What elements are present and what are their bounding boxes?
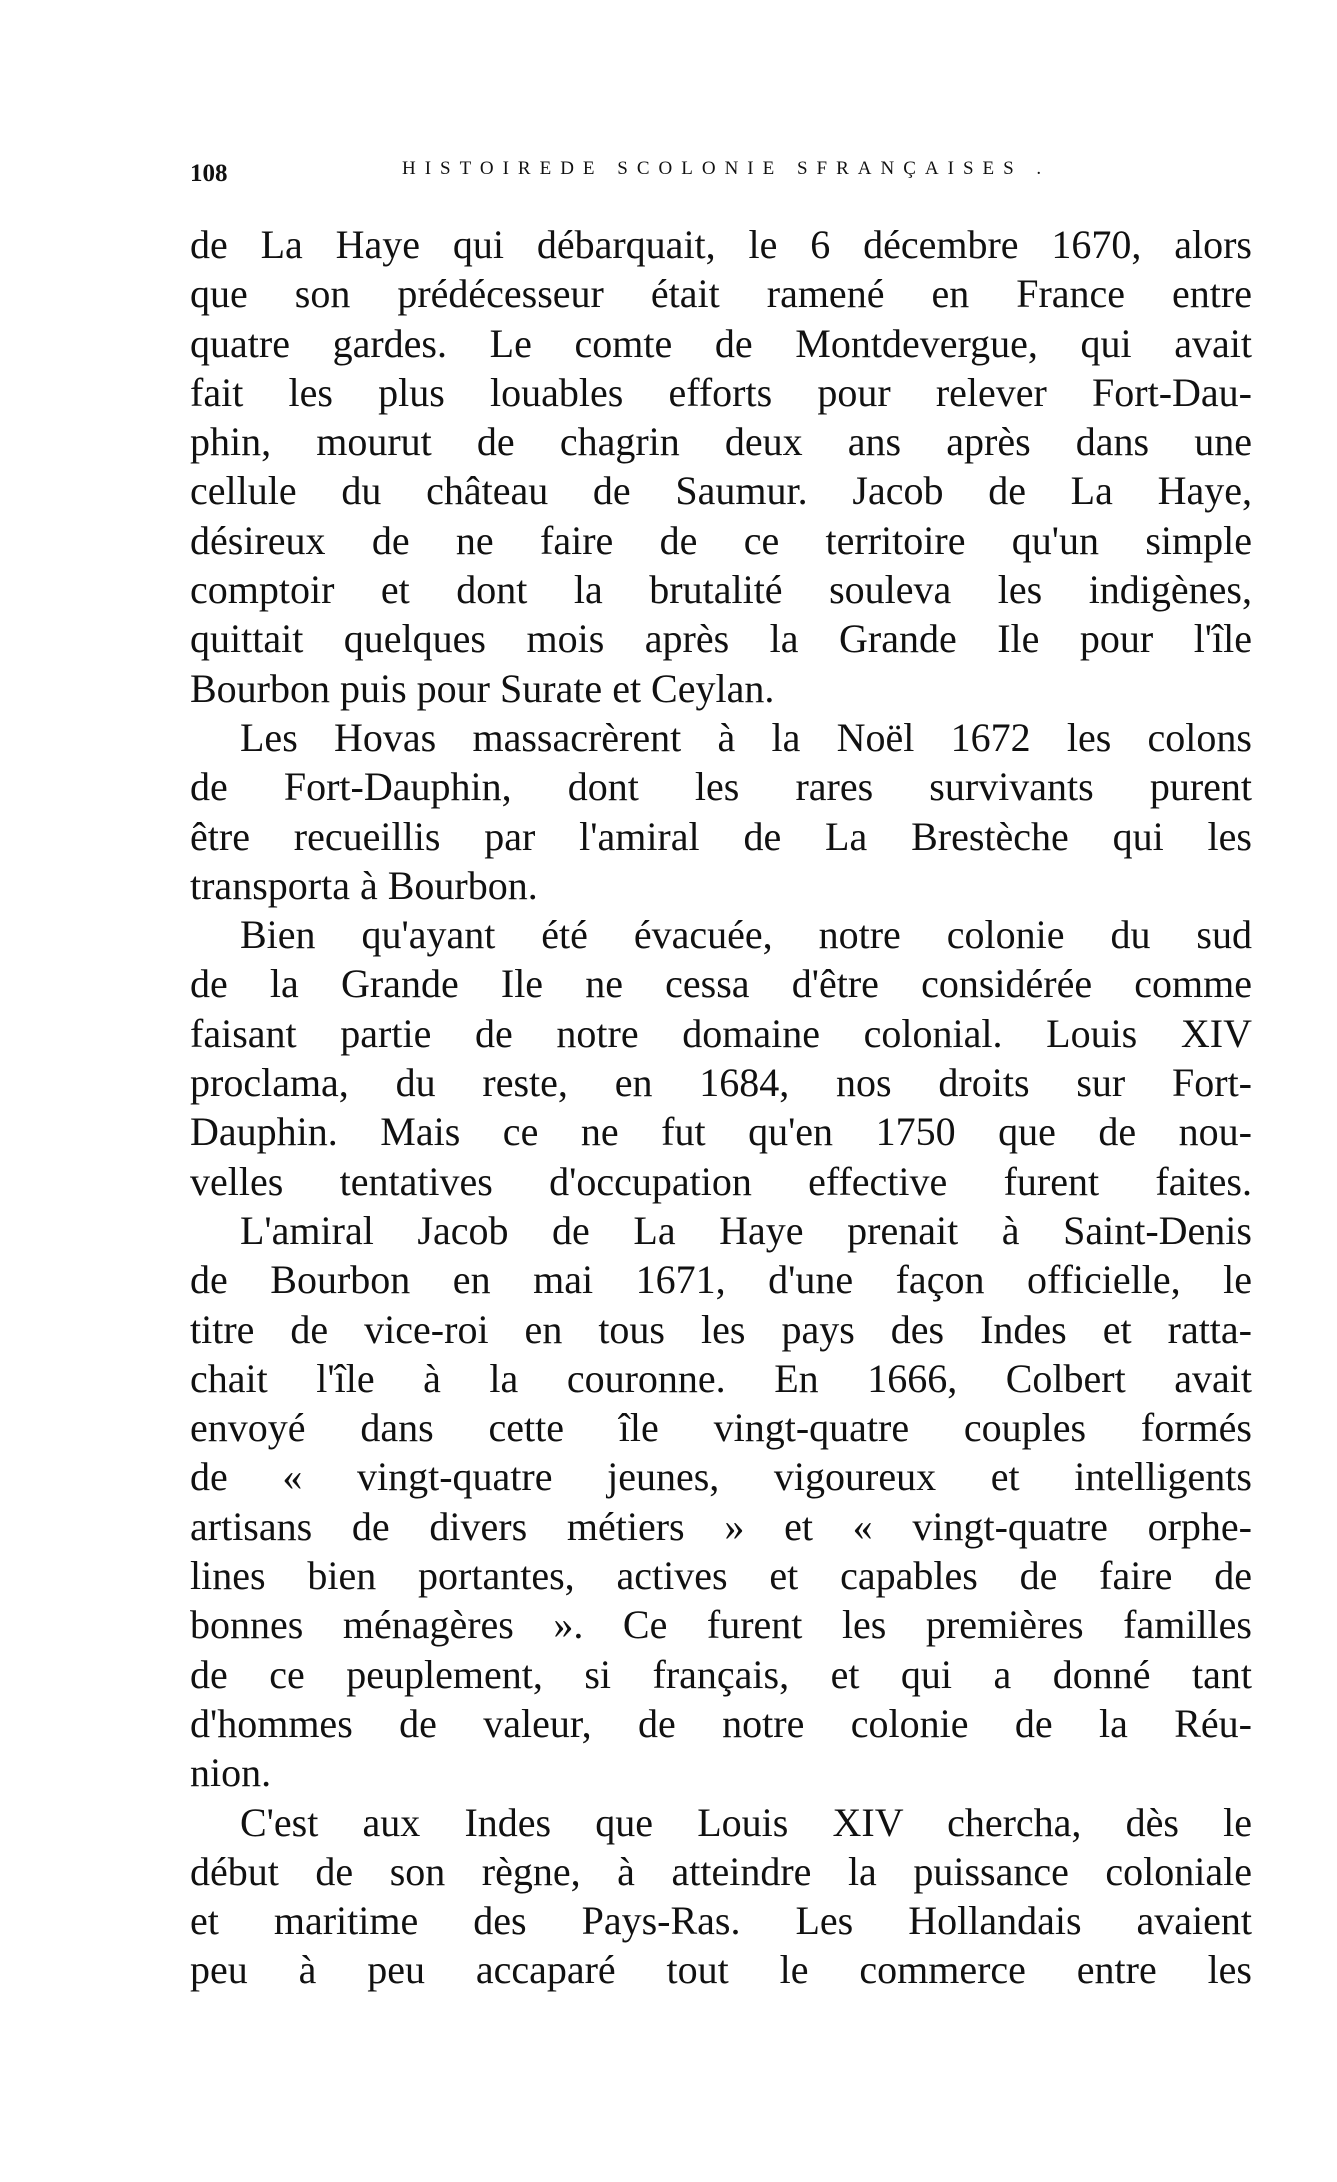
body-text <box>190 220 1252 1995</box>
text-line: quittait quelques mois après la Grande Ile pour l'île <box>190 616 1252 662</box>
page-number: 108 <box>190 160 228 187</box>
text-line: de Fort-Dauphin, dont les rares survivants purent <box>190 764 1252 810</box>
text-line: proclama, du reste, en 1684, nos droits sur Fort- <box>190 1060 1252 1106</box>
text-line: bonnes ménagères ». Ce furent les premières familles <box>190 1602 1252 1648</box>
text-line: comptoir et dont la brutalité souleva les indigènes, <box>190 567 1252 613</box>
text-line: phin, mourut de chagrin deux ans après dans une <box>190 419 1252 465</box>
text-line: être recueillis par l'amiral de La Brestèche qui les <box>190 813 1252 859</box>
text-line: quatre gardes. Le comte de Montdevergue, qui avait <box>190 320 1252 366</box>
text-line: Les Hovas massacrèrent à la Noël 1672 les colons <box>240 714 1252 760</box>
text-line: et maritime des Pays-Ras. Les Hollandais avaient <box>190 1898 1252 1944</box>
text-line: de Bourbon en mai 1671, d'une façon officielle, le <box>190 1257 1252 1303</box>
book-page <box>190 158 1252 1995</box>
paragraph <box>190 910 1252 1206</box>
text-line: Bourbon puis pour Surate et Ceylan. <box>190 665 775 711</box>
text-line: nion. <box>190 1750 272 1796</box>
text-line: peu à peu accaparé tout le commerce entre les <box>190 1947 1252 1993</box>
text-line: de la Grande Ile ne cessa d'être considérée comme <box>190 961 1252 1007</box>
text-line: lines bien portantes, actives et capables de faire de <box>190 1553 1252 1599</box>
text-line: de « vingt-quatre jeunes, vigoureux et intelligents <box>190 1454 1252 1500</box>
text-line: cellule du château de Saumur. Jacob de La Haye, <box>190 468 1252 514</box>
text-line: début de son règne, à atteindre la puissance coloniale <box>190 1848 1252 1894</box>
text-line: velles tentatives d'occupation effective furent faites. <box>190 1158 1252 1204</box>
text-line: L'amiral Jacob de La Haye prenait à Saint-Denis <box>240 1207 1252 1253</box>
text-line: que son prédécesseur était ramené en France entre <box>190 271 1252 317</box>
text-line: envoyé dans cette île vingt-quatre couples formés <box>190 1405 1252 1451</box>
text-line: de ce peuplement, si français, et qui a donné tant <box>190 1651 1252 1697</box>
text-line: de La Haye qui débarquait, le 6 décembre 1670, alors <box>190 222 1252 267</box>
paragraph <box>190 1798 1252 1995</box>
text-line: Bien qu'ayant été évacuée, notre colonie du sud <box>240 912 1252 958</box>
paragraph <box>190 1206 1252 1798</box>
paragraph <box>190 713 1252 910</box>
text-line: chait l'île à la couronne. En 1666, Colbert avait <box>190 1355 1252 1401</box>
text-line: artisans de divers métiers » et « vingt-quatre orphe- <box>190 1503 1252 1549</box>
running-title: HISTOIREDE SCOLONIE SFRANÇAISES . <box>402 158 1051 179</box>
paragraph <box>190 220 1252 713</box>
text-line: fait les plus louables efforts pour relever Fort-Dau- <box>190 369 1252 415</box>
text-line: Dauphin. Mais ce ne fut qu'en 1750 que de nou- <box>190 1109 1252 1155</box>
text-line: faisant partie de notre domaine colonial. Louis XIV <box>190 1010 1252 1056</box>
page-header <box>190 158 1252 198</box>
text-line: d'hommes de valeur, de notre colonie de la Réu- <box>190 1700 1252 1746</box>
text-line: transporta à Bourbon. <box>190 862 538 908</box>
text-line: désireux de ne faire de ce territoire qu'un simple <box>190 517 1252 563</box>
text-line: titre de vice-roi en tous les pays des Indes et ratta- <box>190 1306 1252 1352</box>
text-line: C'est aux Indes que Louis XIV chercha, dès le <box>240 1799 1252 1845</box>
